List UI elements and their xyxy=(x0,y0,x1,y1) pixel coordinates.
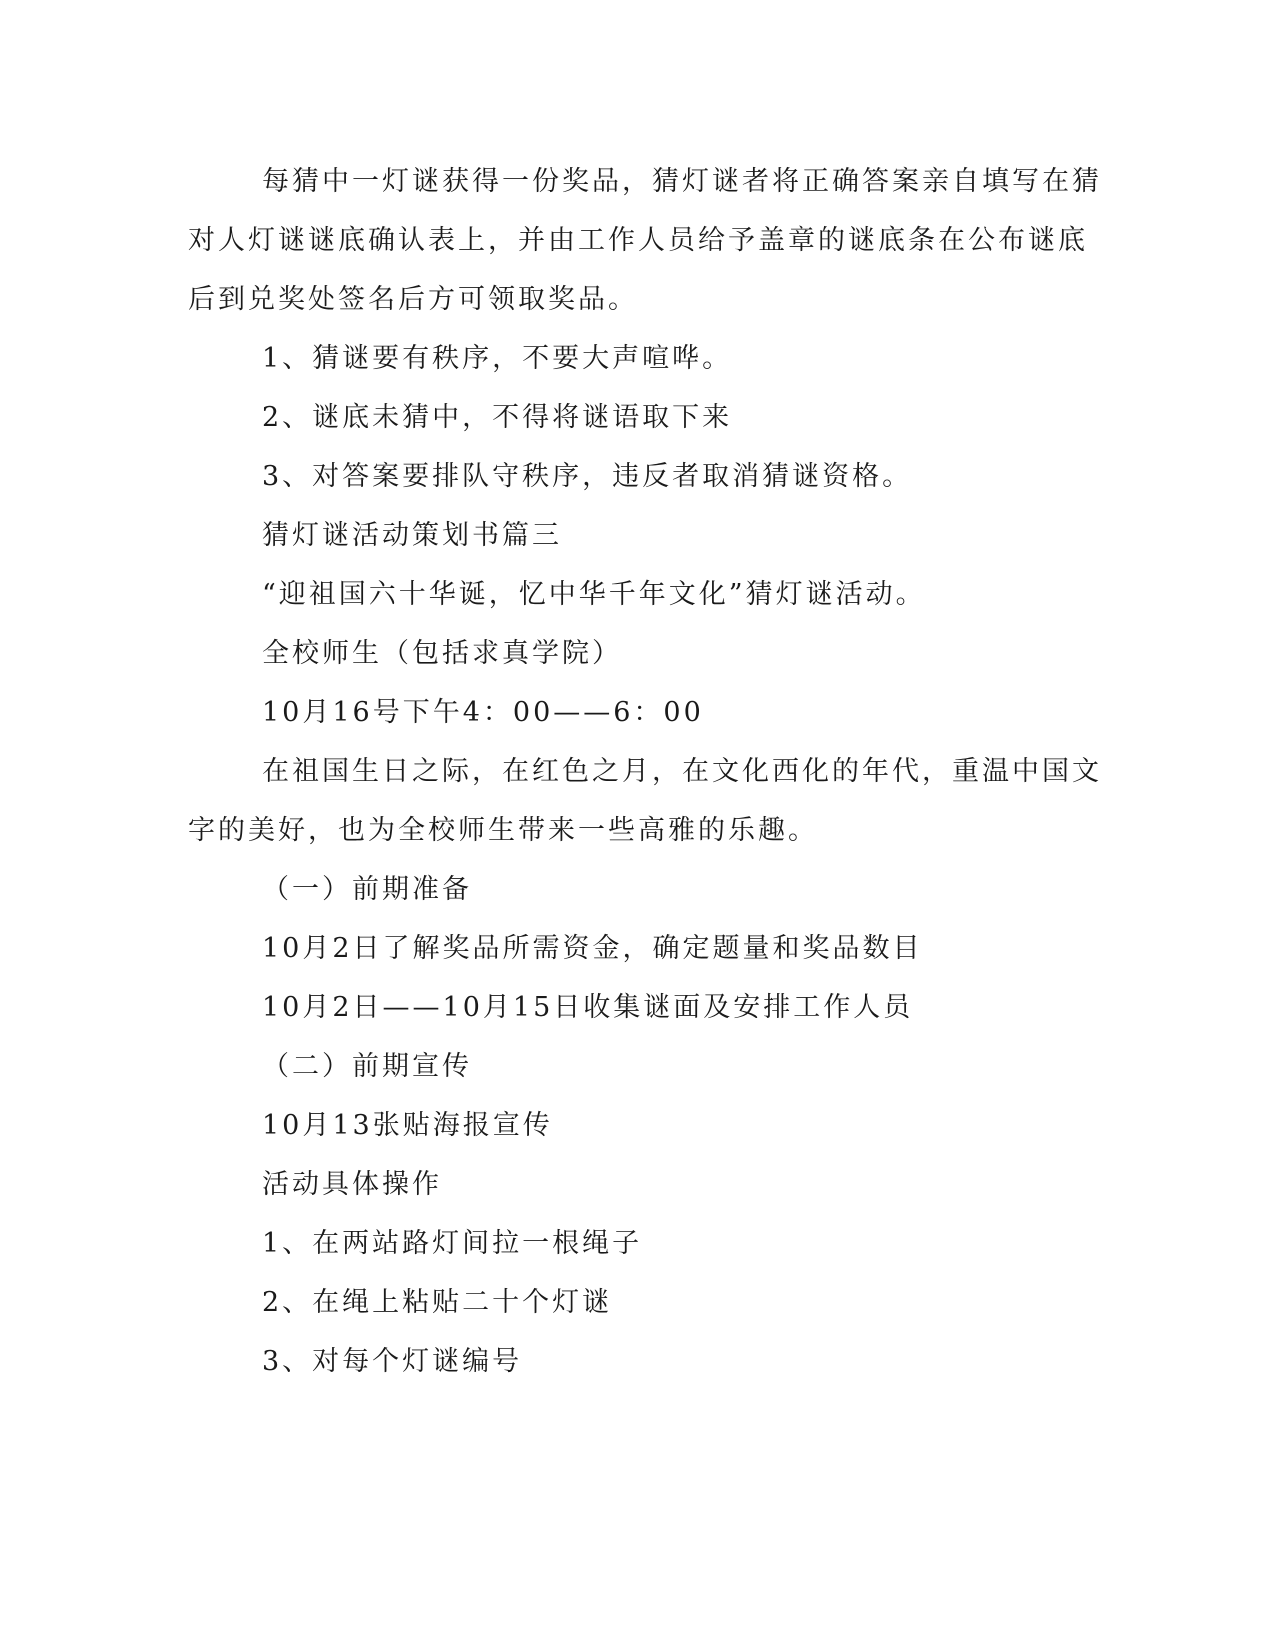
subheading-publicity: （二）前期宣传 xyxy=(262,1051,472,1082)
activity-time: 10月16号下午4：00——6：00 xyxy=(262,697,704,728)
paragraph-line-2: 对人灯谜谜底确认表上，并由工作人员给予盖章的谜底条在公布谜底 xyxy=(188,225,1088,256)
activity-theme: “迎祖国六十华诞，忆中华千年文化”猜灯谜活动。 xyxy=(262,579,926,610)
rule-item-3: 3、对答案要排队守秩序，违反者取消猜谜资格。 xyxy=(262,461,913,492)
operation-item-3: 3、对每个灯谜编号 xyxy=(262,1346,523,1377)
rule-item-2: 2、谜底未猜中，不得将谜语取下来 xyxy=(262,402,733,433)
rule-item-1: 1、猜谜要有秩序，不要大声喧哗。 xyxy=(262,343,733,374)
operation-item-1: 1、在两站路灯间拉一根绳子 xyxy=(262,1228,643,1259)
publicity-item-1: 10月13张贴海报宣传 xyxy=(262,1110,553,1141)
paragraph-line-1: 每猜中一灯谜获得一份奖品，猜灯谜者将正确答案亲自填写在猜 xyxy=(262,166,1102,197)
purpose-line-2: 字的美好，也为全校师生带来一些高雅的乐趣。 xyxy=(188,815,818,846)
subheading-operation: 活动具体操作 xyxy=(262,1169,442,1200)
activity-audience: 全校师生（包括求真学院） xyxy=(262,638,622,669)
subheading-preparation: （一）前期准备 xyxy=(262,874,472,905)
paragraph-line-3: 后到兑奖处签名后方可领取奖品。 xyxy=(188,284,638,315)
section-heading: 猜灯谜活动策划书篇三 xyxy=(262,520,562,551)
purpose-line-1: 在祖国生日之际，在红色之月，在文化西化的年代，重温中国文 xyxy=(262,756,1102,787)
operation-item-2: 2、在绳上粘贴二十个灯谜 xyxy=(262,1287,613,1318)
preparation-item-1: 10月2日了解奖品所需资金，确定题量和奖品数目 xyxy=(262,933,923,964)
preparation-item-2: 10月2日——10月15日收集谜面及安排工作人员 xyxy=(262,992,914,1023)
